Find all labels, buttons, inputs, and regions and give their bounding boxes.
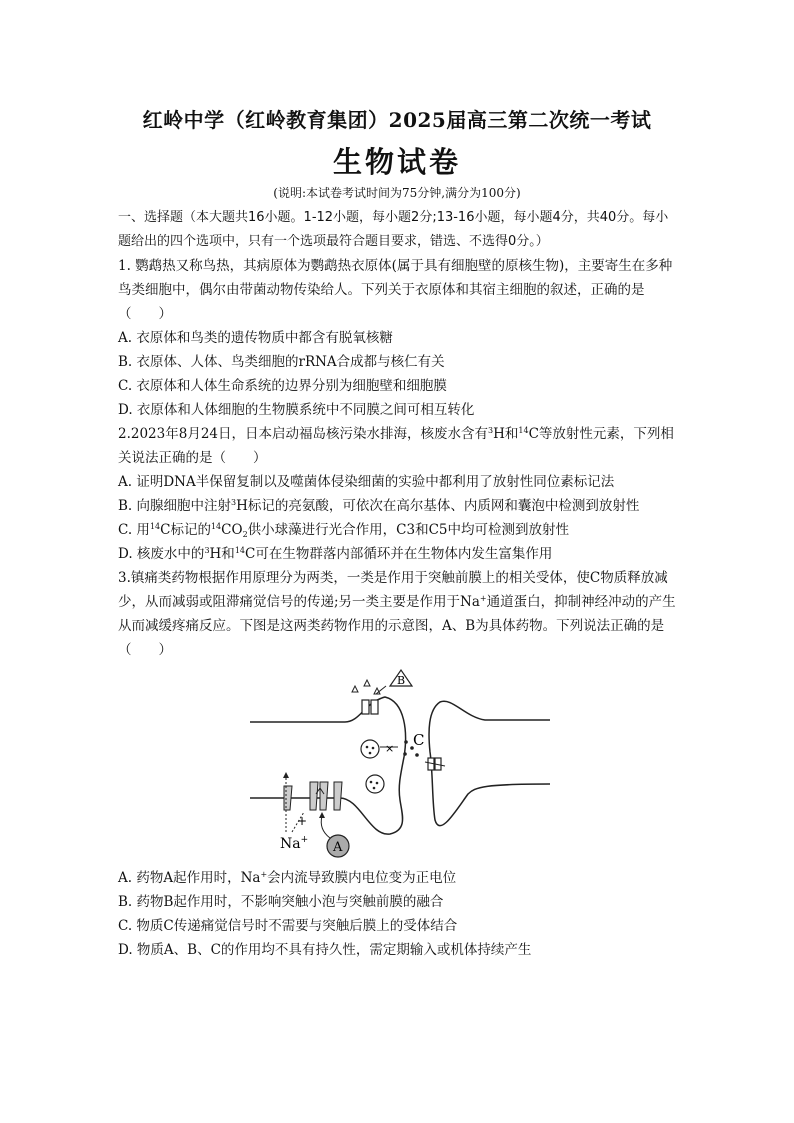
question-3-option-a: A. 药物A起作用时，Na+会内流导致膜内电位变为正电位 — [118, 870, 457, 886]
exam-note: (说明:本试卷考试时间为75分钟,满分为100分) — [273, 186, 521, 200]
presynaptic-membrane — [250, 697, 406, 834]
question-3-option-d: D. 物质A、B、C的作用均不具有持久性，需定期输入或机体持续产生 — [118, 942, 532, 958]
question-3-option-b: B. 药物B起作用时，不影响突触小泡与突触前膜的融合 — [118, 894, 444, 910]
presynaptic-receptor — [362, 700, 378, 714]
question-2-option-b: B. 向腺细胞中注射$^3$H标记的亮氨酸，可依次在高尔基体、内质网和囊泡中检测到放射性 — [118, 498, 640, 514]
question-1-option-c: C. 衣原体和人体生命系统的边界分别为细胞壁和细胞膜 — [118, 378, 447, 394]
question-3-options — [118, 866, 680, 962]
question-1-option-b: B. 衣原体、人体、鸟类细胞的rRNA合成都与核仁有关 — [118, 354, 445, 370]
question-2-stem: 2.2023年8月24日，日本启动福岛核污染水排海，核废水含有$^3$H和$^{14}$C等放射性元素，下列相关说法正确的是（ ） — [118, 426, 674, 466]
section-heading: 一、选择题（本大题共16小题。1-12小题，每小题2分;13-16小题，每小题4分，共40分。每小题给出的四个选项中，只有一个选项最符合题目要求，错选、不选得0分。） — [118, 210, 669, 249]
question-2-option-d: D. 核废水中的$^3$H和$^{14}$C可在生物群落内部循环并在生物体内发生富集作用 — [118, 546, 553, 562]
question-1-option-a: A. 衣原体和鸟类的遗传物质中都含有脱氧核糖 — [118, 330, 393, 346]
sodium-channel — [284, 782, 342, 810]
school-title: 红岭中学（红岭教育集团）2025届高三第二次统一考试 — [142, 108, 652, 132]
substance-c-label: C — [413, 731, 425, 749]
drug-a-icon — [319, 812, 349, 857]
svg-text:×: × — [385, 742, 395, 755]
question-1-stem: 1. 鹦鹉热又称鸟热，其病原体为鹦鹉热衣原体(属于具有细胞壁的原核生物)，主要寄生在多种鸟类细胞中，偶尔由带菌动物传染给人。下列关于衣原体和其宿主细胞的叙述，正确的是（ ） — [118, 258, 673, 322]
svg-text:A: A — [333, 840, 343, 855]
drug-b-icon — [352, 670, 412, 694]
synapse-diagram — [240, 662, 560, 862]
postsynaptic-membrane — [429, 701, 550, 825]
sodium-ion-label: Na+ — [280, 835, 309, 852]
svg-text:+: + — [297, 814, 308, 828]
postsynaptic-receptor — [425, 758, 445, 770]
synaptic-vesicle — [366, 775, 384, 793]
question-1-option-d: D. 衣原体和人体细胞的生物膜系统中不同膜之间可相互转化 — [118, 402, 475, 418]
question-2-option-c: C. 用$^{14}$C标记的$^{14}CO_2$供小球藻进行光合作用，C3和C5中均可检测到放射性 — [118, 522, 569, 539]
question-2-option-a: A. 证明DNA半保留复制以及噬菌体侵染细菌的实验中都利用了放射性同位素标记法 — [118, 474, 615, 490]
svg-text:B: B — [397, 674, 406, 687]
question-3-option-c: C. 物质C传递痛觉信号时不需要与突触后膜上的受体结合 — [118, 918, 458, 934]
question-body — [118, 206, 680, 662]
question-3-stem: 3.镇痛类药物根据作用原理分为两类，一类是作用于突触前膜上的相关受体，使C物质释放减少，从而减弱或阻滞痛觉信号的传递;另一类主要是作用于Na+通道蛋白，抑制神经冲动的产生从而减缓疼痛反应。下图是这两类药物作用的示意图，A、B为具体药物。下列说法正确的是（ ） — [118, 570, 676, 658]
synaptic-vesicle — [361, 740, 379, 758]
subject-title: 生物试卷 — [332, 145, 461, 179]
